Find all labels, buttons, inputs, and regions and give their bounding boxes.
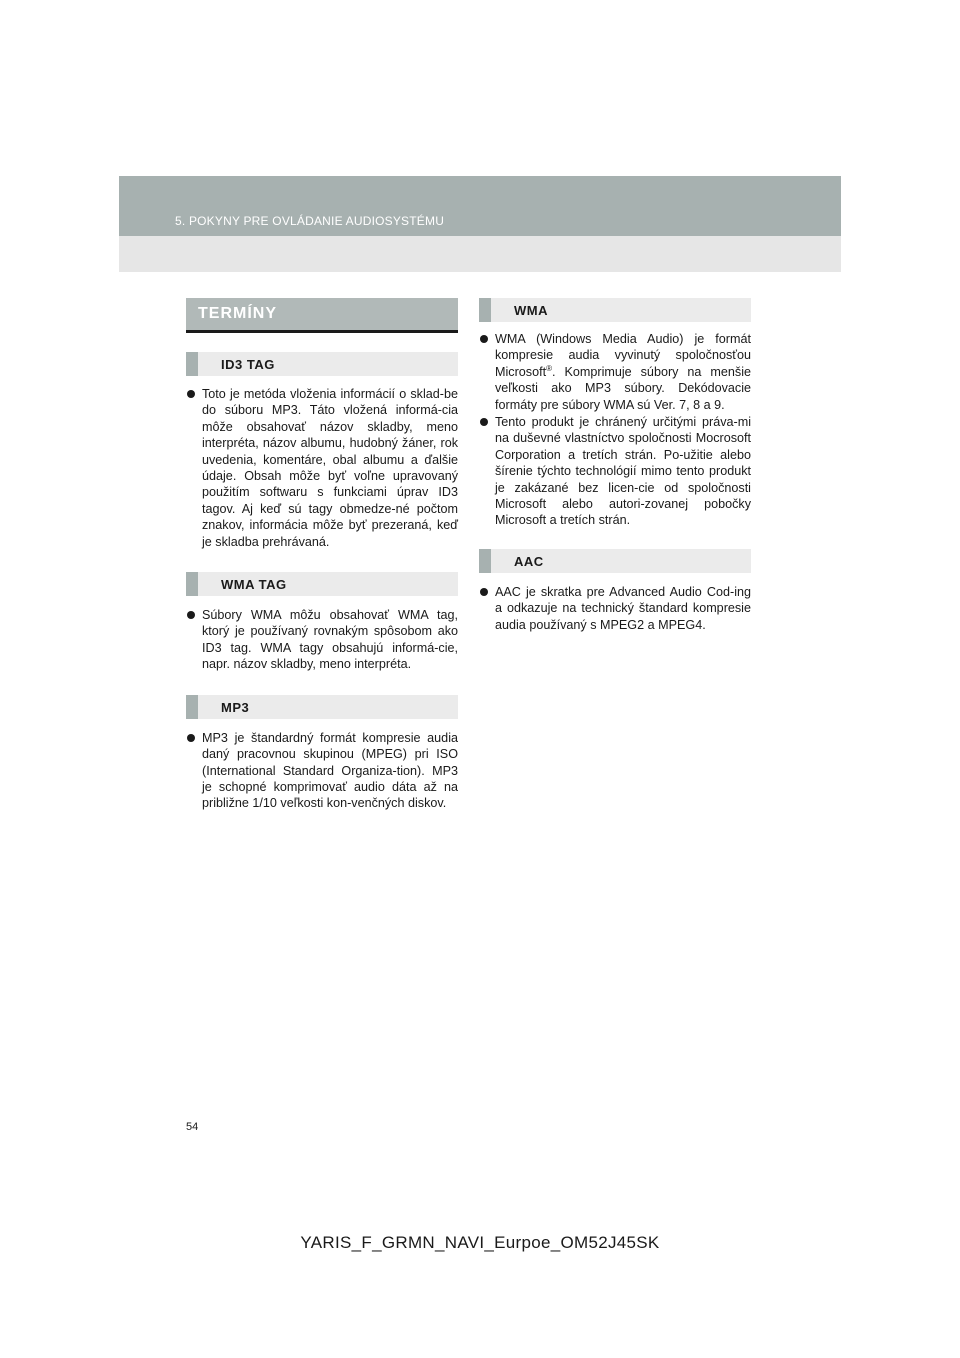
aac-bullets: [479, 584, 751, 633]
header-bar: [119, 176, 841, 236]
right-column: [479, 298, 751, 633]
bullet-text: WMA (Windows Media Audio) je formát kompresie audia vyvinutý spoločnosťou Microsoft: [495, 332, 751, 379]
subheading-id3-tag: [186, 352, 458, 376]
header-band: [119, 176, 841, 272]
bullet-item: AAC je skratka pre Advanced Audio Cod-ing a odkazuje na technický štandard kompresie audia používaný s MPEG2 a MPEG4.: [479, 584, 751, 633]
subheading-wma: [479, 298, 751, 322]
document-code: YARIS_F_GRMN_NAVI_Eurpoe_OM52J45SK: [300, 1233, 660, 1252]
bullet-item: Tento produkt je chránený určitými práva-mi na duševné vlastníctvo spoločnosti Mocrosoft Corporation a tretích strán. Po-užitie alebo šírenie týchto technológií mimo tento produkt je zakázané bez licen-cie od spoločnosti Microsoft alebo autori-zovanej pobočky Microsoft a tretích strán.: [479, 414, 751, 529]
wma-tag-bullets: [186, 607, 458, 673]
wma-bullets: [479, 331, 751, 529]
page-number: 54: [186, 1121, 199, 1133]
subheading-text: ID3 TAG: [221, 357, 275, 372]
bullet-text: . Komprimuje súbory na menšie veľkosti ako MP3 súbory. Dekódovacie formáty pre súbory WMA sú Ver. 7, 8 a 9.: [495, 364, 751, 412]
subheading-wma-tag: [186, 572, 458, 596]
subheading-text: WMA TAG: [221, 577, 287, 593]
mp3-bullets: [186, 730, 458, 812]
section-heading-text: TERMÍNY: [198, 305, 277, 322]
bullet-item: Toto je metóda vloženia informácií o sklad-be do súboru MP3. Táto vložená informá-cia môže obsahovať názov skladby, meno interpréta, názov albumu, hudobný žáner, rok uvedenia, komentáre, obal albumu a ďalšie údaje. Obsah môže byť voľne upravovaný použitím softwaru s funkciami úprav ID3 tagov. Aj keď sú tagy obmedze-né počtom znakov, informácia môže byť prezeraná, keď je skladba prehrávaná.: [186, 386, 458, 550]
bullet-item: [479, 331, 751, 413]
subheading-text: AAC: [514, 553, 544, 569]
subheading-mp3: [186, 695, 458, 719]
subheading-aac: [479, 549, 751, 573]
bullet-item: MP3 je štandardný formát kompresie audia daný pracovnou skupinou (MPEG) pri ISO (International Standard Organiza-tion). MP3 je schopné komprimovať audio dáta až na približne 1/10 veľkosti kon-venčných diskov.: [186, 730, 458, 812]
section-heading-terms: [186, 298, 458, 333]
left-column: [186, 298, 458, 812]
subheading-text: WMA: [514, 303, 548, 318]
chapter-title: 5. POKYNY PRE OVLÁDANIE AUDIOSYSTÉMU: [175, 214, 445, 228]
bullet-item: Súbory WMA môžu obsahovať WMA tag, ktorý je používaný rovnakým spôsobom ako ID3 tag. WMA tagy obsahujú informá-cie, napr. názov skladby, meno interpréta.: [186, 607, 458, 673]
id3-bullets: [186, 386, 458, 550]
registered-mark: ®: [546, 363, 552, 373]
subheading-text: MP3: [221, 699, 250, 715]
